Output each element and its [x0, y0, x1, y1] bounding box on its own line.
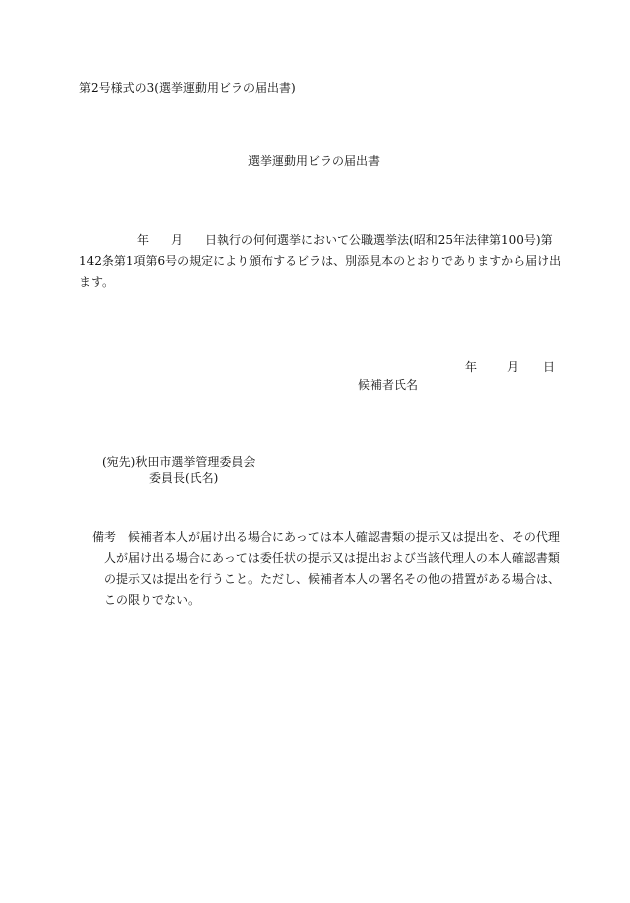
- remarks-label: 備考: [92, 530, 117, 544]
- candidate-name-label: 候補者氏名: [358, 378, 419, 392]
- declaration-line-2: 142条第1項第6号の規定により頒布するビラは、別添見本のとおりでありますから届け出: [79, 254, 562, 268]
- declaration-year: 年: [137, 233, 150, 247]
- form-number: 第2号様式の3(選挙運動用ビラの届出書): [79, 81, 296, 95]
- date-year: 年: [465, 360, 478, 374]
- date-day: 日: [543, 360, 556, 374]
- remarks-text-1: 候補者本人が届け出る場合にあっては本人確認書類の提示又は提出を、その代理: [128, 530, 560, 544]
- declaration-line-3: ます。: [79, 275, 115, 289]
- remarks-line-3: の提示又は提出を行うこと。ただし、候補者本人の署名その他の措置がある場合は、: [104, 572, 561, 586]
- declaration-body: [79, 230, 562, 293]
- declaration-rest: 日執行の何何選挙において公職選挙法(昭和25年法律第100号)第: [205, 233, 553, 247]
- date-month: 月: [507, 360, 520, 374]
- declaration-line-1: [79, 230, 553, 251]
- document-title: 選挙運動用ビラの届出書: [248, 154, 381, 168]
- addressee: (宛先)秋田市選挙管理委員会: [102, 455, 256, 469]
- submission-date: [465, 361, 555, 373]
- remarks-line-2: 人が届け出る場合にあっては委任状の提示又は提出および当該代理人の本人確認書類: [104, 551, 560, 565]
- remarks-line-1: [92, 527, 560, 548]
- committee-chair: 委員長(氏名): [149, 471, 219, 485]
- remarks-line-4: この限りでない。: [104, 593, 201, 607]
- remarks: [92, 527, 561, 611]
- declaration-month: 月: [171, 233, 184, 247]
